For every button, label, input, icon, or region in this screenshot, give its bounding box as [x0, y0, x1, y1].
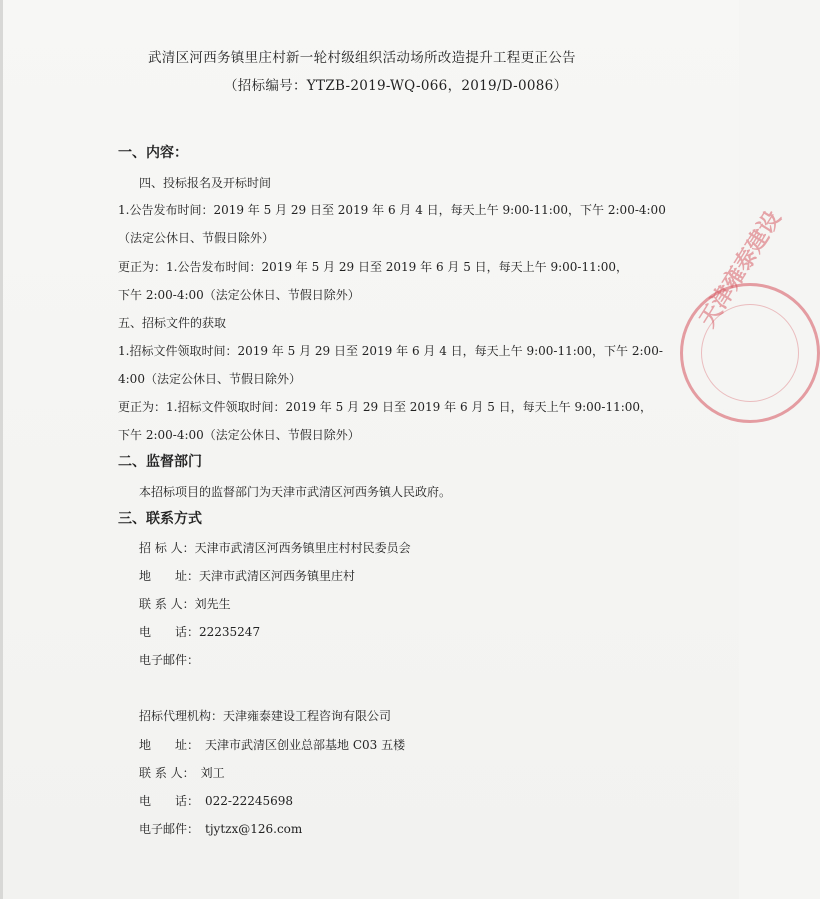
corrected-publish-time: 更正为：1.公告发布时间：2019 年 5 月 29 日至 2019 年 6 月 5 日，每天上午 9:00-11:00，: [118, 260, 629, 274]
section-heading-supervision: 二、监督部门: [118, 454, 202, 470]
tenderer-address: 地 址：天津市武清区河西务镇里庄村: [139, 569, 356, 583]
agency-phone: 电 话： 022-22245698: [139, 794, 294, 808]
agency-email: 电子邮件： tjytzx@126.com: [139, 822, 303, 836]
tenderer: 招 标 人：天津市武清区河西务镇里庄村村民委员会: [139, 541, 411, 555]
agency-address: 地 址： 天津市武清区创业总部基地 C03 五楼: [139, 738, 406, 752]
corrected-publish-time-note: 下午 2:00-4:00（法定公休日、节假日除外）: [118, 288, 360, 302]
agency-contact: 联 系 人： 刘工: [139, 766, 225, 780]
section-heading-contact: 三、联系方式: [118, 511, 202, 527]
subheading-document-acquisition: 五、招标文件的获取: [118, 316, 227, 330]
original-document-time-note: 4:00（法定公休日、节假日除外）: [118, 372, 301, 386]
corrected-document-time: 更正为：1.招标文件领取时间：2019 年 5 月 29 日至 2019 年 6 月 5 日，每天上午 9:00-11:00，: [118, 400, 653, 414]
corrected-document-time-note: 下午 2:00-4:00（法定公休日、节假日除外）: [118, 428, 360, 442]
tender-number: （招标编号：YTZB-2019-WQ-066，2019/D-0086）: [224, 78, 568, 94]
original-publish-time-note: （法定公休日、节假日除外）: [118, 231, 275, 245]
tenderer-email: 电子邮件：: [139, 653, 200, 667]
seal-text: 天津雍泰建设: [695, 206, 787, 332]
supervision-text: 本招标项目的监督部门为天津市武清区河西务镇人民政府。: [139, 485, 452, 499]
tenderer-phone: 电 话：22235247: [139, 625, 261, 639]
document-title: 武清区河西务镇里庄村新一轮村级组织活动场所改造提升工程更正公告: [148, 50, 576, 66]
original-publish-time: 1.公告发布时间：2019 年 5 月 29 日至 2019 年 6 月 4 日，每天上午 9:00-11:00，下午 2:00-4:00: [118, 203, 666, 217]
page-edge: [0, 0, 3, 899]
tenderer-contact: 联 系 人：刘先生: [139, 597, 231, 611]
official-seal: [680, 206, 820, 423]
subheading-bid-time: 四、投标报名及开标时间: [139, 176, 272, 190]
agency-name: 招标代理机构：天津雍泰建设工程咨询有限公司: [139, 709, 392, 723]
section-heading-content: 一、内容：: [118, 145, 188, 161]
original-document-time: 1.招标文件领取时间：2019 年 5 月 29 日至 2019 年 6 月 4 日，每天上午 9:00-11:00，下午 2:00-: [118, 344, 663, 358]
